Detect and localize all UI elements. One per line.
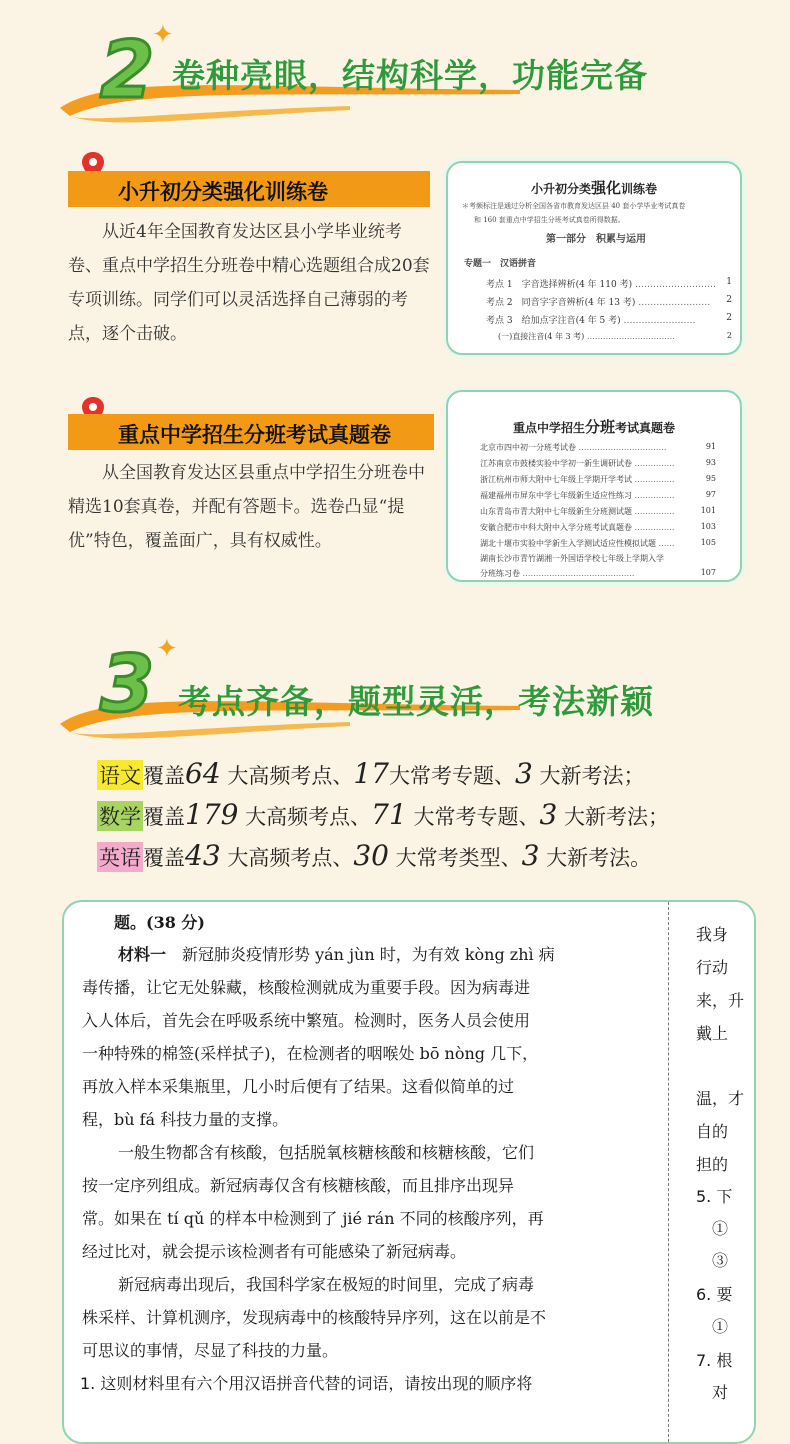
toc-row: (一)直接注音(4 年 3 考) …………………………… 2 — [498, 331, 732, 341]
toc-row: 浙江杭州市师大附中七年级上学期开学考试 …………… 95 — [480, 474, 716, 484]
preview-title-pre: 小升初分类 — [530, 182, 591, 196]
material-line: 可思议的事情，尽显了科技的力量。 — [82, 1341, 339, 1360]
question-1: 1. 这则材料里有六个用汉语拼音代替的词语，请按出现的顺序将 — [80, 1374, 533, 1393]
toc-row: 分班练习卷 …………………………………… 107 — [480, 568, 716, 578]
material-line: 常。如果在 tí qǔ 的样本中检测到了 jié rán 不同的核酸序列，再 — [82, 1209, 544, 1228]
section-number: 2 — [100, 26, 155, 116]
preview-title — [448, 177, 740, 198]
column-divider — [668, 902, 669, 1442]
toc-row: 北京市四中初一分班考试卷 …………………………… 91 — [480, 442, 716, 452]
material-line: 按一定序列组成。新冠病毒仅含有核糖核酸，而且排序出现异 — [82, 1176, 515, 1195]
coverage-line-chinese: 语文覆盖64 大高频考点、17大常考专题、3 大新考法； — [99, 757, 645, 790]
subject-tag: 数学 — [97, 801, 143, 831]
right-col-line: 来，升 — [696, 991, 745, 1010]
preview-card-training — [446, 161, 742, 355]
right-col-line: 戴上 — [696, 1024, 729, 1043]
subject-tag: 语文 — [97, 760, 143, 790]
preview-title-em: 分班 — [584, 418, 615, 436]
right-col-line: 对 — [696, 1383, 729, 1402]
block-description: 从近4年全国教育发达区县小学毕业统考卷、重点中学招生分班卷中精心选题组合成20套专项训练。同学们可以灵活选择自己薄弱的考点，逐个击破。 — [68, 222, 430, 344]
material-line: 经过比对，就会提示该检测者有可能感染了新冠病毒。 — [82, 1242, 467, 1261]
preview-title-post: 训练卷 — [621, 182, 658, 196]
subject-tag: 英语 — [97, 842, 143, 872]
toc-row: 湖北十堰市实验中学新生入学测试适应性模拟试题 …… 105 — [480, 538, 716, 548]
coverage-line-english: 英语覆盖43 大高频考点、30 大常考类型、3 大新考法。 — [99, 839, 652, 872]
block-label: 小升初分类强化训练卷 — [118, 180, 328, 204]
material-line: 毒传播，让它无处躲藏，核酸检测就成为重要手段。因为病毒进 — [82, 978, 531, 997]
right-col-line: 行动 — [696, 958, 729, 977]
right-col-line: ① — [696, 1219, 729, 1238]
exam-paper-excerpt — [62, 900, 756, 1444]
right-col-line: 5. 下 — [696, 1187, 733, 1206]
right-col-line: 担的 — [696, 1155, 729, 1174]
toc-row: 考点 2 同音字字音辨析(4 年 13 考) …………………… 2 — [486, 295, 732, 308]
preview-part: 第一部分 积累与运用 — [546, 234, 646, 245]
block-label: 重点中学招生分班考试真题卷 — [118, 423, 391, 447]
right-col-line: 我身 — [696, 925, 729, 944]
coverage-line-math: 数学覆盖179 大高频考点、71 大常考专题、3 大新考法； — [99, 798, 669, 831]
material-line: 入人体后，首先会在呼吸系统中繁殖。检测时，医务人员会使用 — [82, 1011, 531, 1030]
section-3-header — [0, 634, 790, 750]
material-line: 株采样、计算机测序，发现病毒中的核酸特异序列，这在以前是不 — [82, 1308, 547, 1327]
preview-note-2: 和 160 套重点中学招生分班考试真卷所得数据。 — [474, 216, 625, 224]
section-number: 3 — [100, 640, 155, 730]
toc-row: 考点 3 给加点字注音(4 年 5 考) …………………… 2 — [486, 313, 732, 326]
right-col-line: 温，才 — [696, 1089, 745, 1108]
preview-card-exams — [446, 390, 742, 582]
preview-note-1: ＊考频标注是通过分析全国各省市教育发达区县 40 套小学毕业考试真卷 — [462, 202, 686, 210]
toc-row: 考点 1 字音选择辨析(4 年 110 考) ……………………… 1 — [486, 277, 732, 290]
material-line: 材料一 新冠肺炎疫情形势 yán jùn 时，为有效 kòng zhì 病 — [118, 945, 555, 964]
right-col-line: 6. 要 — [696, 1285, 733, 1304]
toc-row: 安徽合肥市中科大附中入学分班考试真题卷 …………… 103 — [480, 522, 716, 532]
right-col-line: 7. 根 — [696, 1351, 733, 1370]
preview-title-pre: 重点中学招生 — [512, 421, 585, 435]
section-title: 考点齐备，题型灵活，考法新颖 — [178, 682, 654, 721]
sparkle-icon: ✦ — [156, 634, 178, 664]
toc-row: 福建福州市屏东中学七年级新生适应性练习 …………… 97 — [480, 490, 716, 500]
toc-row: 湖南长沙市青竹湖湘一外国语学校七年级上学期入学 — [480, 554, 664, 563]
toc-row: 山东青岛市青大附中七年级新生分班测试题 …………… 101 — [480, 506, 716, 516]
section-2-header — [0, 20, 790, 130]
material-line: 一种特殊的棉签(采样拭子)，在检测者的咽喉处 bō nòng 几下， — [82, 1044, 539, 1063]
section-title: 卷种亮眼，结构科学，功能完备 — [172, 56, 648, 95]
toc-row: 江苏南京市鼓楼实验中学初一新生调研试卷 …………… 93 — [480, 458, 716, 468]
right-col-line: ③ — [696, 1251, 729, 1270]
material-line: 新冠病毒出现后，我国科学家在极短的时间里，完成了病毒 — [118, 1275, 535, 1294]
preview-title-em: 强化 — [590, 179, 621, 197]
block-description: 从全国教育发达区县重点中学招生分班卷中精选10套真卷，并配有答题卡。选卷凸显“提优”特色，覆盖面广，具有权威性。 — [68, 463, 425, 551]
material-line: 再放入样本采集瓶里，几小时后便有了结果。这看似简单的过 — [82, 1077, 515, 1096]
material-line: 程，bù fá 科技力量的支撑。 — [82, 1110, 289, 1129]
material-line: 一般生物都含有核酸，包括脱氧核糖核酸和核糖核酸，它们 — [118, 1143, 535, 1162]
right-col-line: 自的 — [696, 1122, 729, 1141]
sparkle-icon: ✦ — [152, 20, 174, 50]
right-col-line: ① — [696, 1317, 729, 1336]
preview-title — [448, 416, 740, 437]
question-head: 题。(38 分) — [114, 913, 205, 932]
preview-title-post: 考试真题卷 — [615, 421, 676, 435]
preview-topic: 专题一 汉语拼音 — [464, 259, 537, 269]
